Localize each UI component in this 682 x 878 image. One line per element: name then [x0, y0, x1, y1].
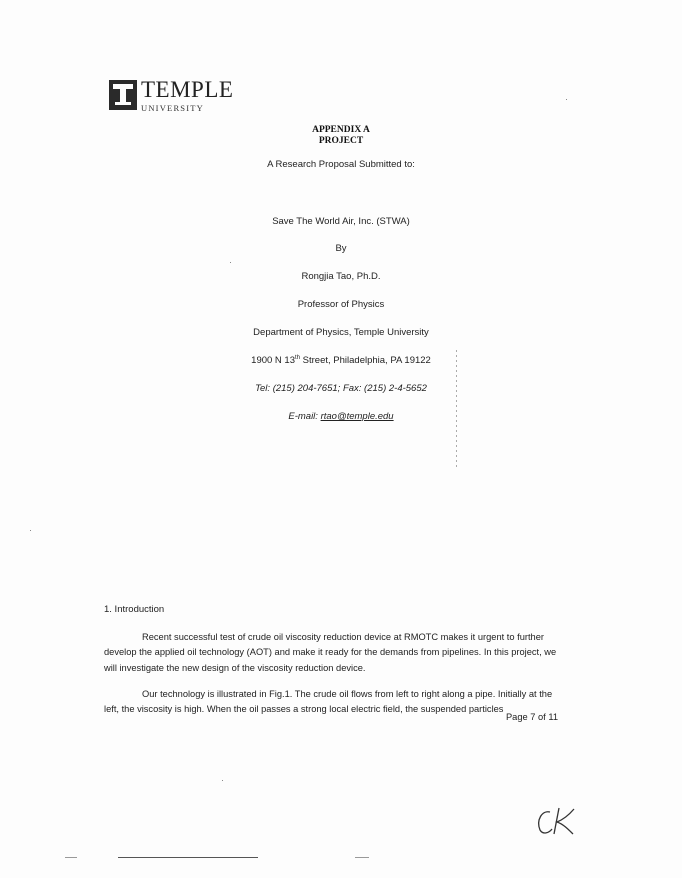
- scan-artifact-line: [65, 857, 77, 858]
- handwritten-initials: [532, 800, 582, 840]
- scan-speck: [222, 780, 223, 781]
- scan-artifact-line: [118, 857, 258, 858]
- email-label: E-mail:: [288, 411, 321, 422]
- intro-paragraph-1: [104, 630, 559, 676]
- scan-speck: [230, 262, 231, 263]
- logo-name: TEMPLE: [141, 77, 234, 102]
- scan-artifact-dash: [456, 350, 457, 470]
- scan-speck: [30, 530, 31, 531]
- phone-fax: Tel: (215) 204-7651; Fax: (215) 2-4-5652: [255, 383, 427, 394]
- email-link[interactable]: rtao@temple.edu: [320, 411, 394, 422]
- author-title: Professor of Physics: [297, 299, 385, 310]
- email-line: [0, 411, 682, 422]
- recipient-org: Save The World Air, Inc. (STWA): [272, 216, 410, 227]
- intro-paragraph-2: [104, 687, 559, 718]
- paragraph-text: Recent successful test of crude oil viscosity reduction device at RMOTC makes it urgent to further develop the applied oil technology (AOT) and make it ready for the demands from pipelines. In this project, we will investigate the new design of the viscosity reduction device.: [104, 632, 557, 673]
- appendix-heading: APPENDIX A: [312, 125, 370, 135]
- temple-t-icon: [109, 80, 137, 110]
- logo-subtitle: UNIVERSITY: [141, 103, 204, 113]
- scan-speck: [566, 99, 567, 100]
- proposal-line: A Research Proposal Submitted to:: [267, 159, 415, 170]
- address-pre: 1900 N 13: [251, 355, 295, 366]
- by-line: By: [335, 243, 347, 254]
- department: Department of Physics, Temple University: [253, 327, 429, 338]
- address-sup: th: [295, 354, 301, 361]
- paragraph-text: Our technology is illustrated in Fig.1. The crude oil flows from left to right along a pipe. Initially at the left, the viscosity is high. When the oil passes a strong local electric field, the suspended particles: [104, 689, 553, 715]
- project-heading: PROJECT: [318, 136, 364, 146]
- author-name: Rongjia Tao, Ph.D.: [301, 271, 381, 282]
- address-post: Street, Philadelphia, PA 19122: [300, 355, 431, 366]
- address: [0, 355, 682, 366]
- section-heading: 1. Introduction: [104, 604, 165, 615]
- scan-artifact-line: [355, 857, 369, 858]
- page-number: Page 7 of 11: [505, 712, 558, 722]
- temple-university-logo: [109, 77, 234, 118]
